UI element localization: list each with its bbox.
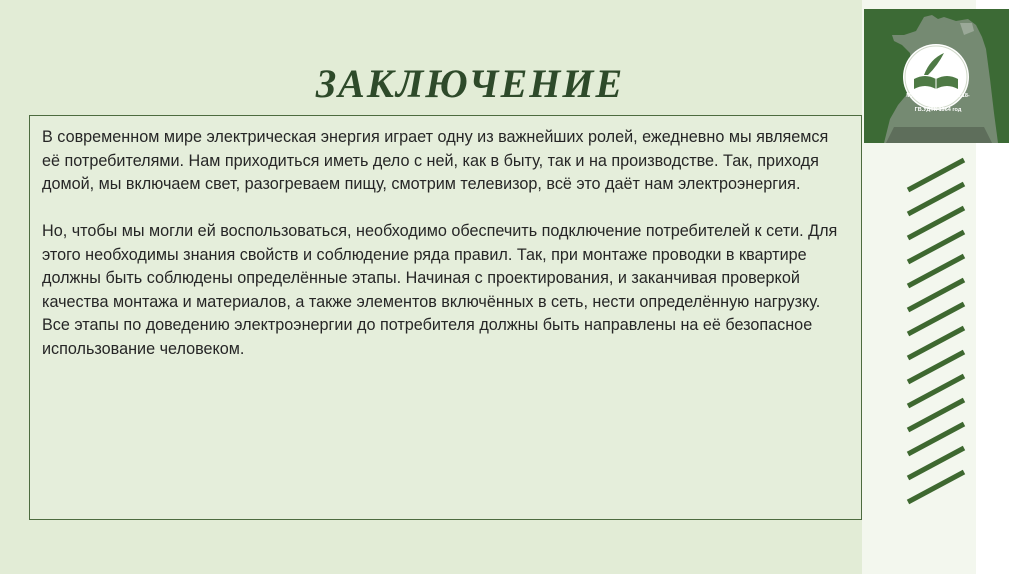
logo-caption-line1: МАОУ СОШ №32 им.18-го [906,93,970,106]
paragraph-2: Но, чтобы мы могли ей воспользоваться, необходимо обеспечить подключение потребителей к сети. Для этого необходимы знания свойств и соблюдение ряда правил. Так, при монтаже проводки в квартире должны быть соблюдены определённые этапы. Начиная с проектирования, и заканчивая проверкой качества монтажа и материалов, а также элементов включённых в сеть, нести определённую нагрузку. Все этапы по доведению электроэнергии до потребителя должны быть направлены на её безопасное использование человеком. [42,222,838,358]
school-emblem-icon [864,9,1009,143]
diagonal-stripes-decoration [900,150,1024,530]
logo-caption [906,93,970,114]
content-box [29,115,862,520]
paragraph-1: В современном мире электрическая энергия играет одну из важнейших ролей, ежедневно мы являемся её потребителями. Нам приходиться иметь дело с ней, как в быту, так и на производстве. Так, приходя домой, мы включаем свет, разогреваем пищу, смотрим телевизор, всё это даёт нам электроэнергия. [42,128,829,193]
logo-caption-line2: ГВ.УДТК 1964 год [914,107,962,113]
slide-title: ЗАКЛЮЧЕНИЕ [315,61,625,106]
school-logo [864,9,1009,143]
